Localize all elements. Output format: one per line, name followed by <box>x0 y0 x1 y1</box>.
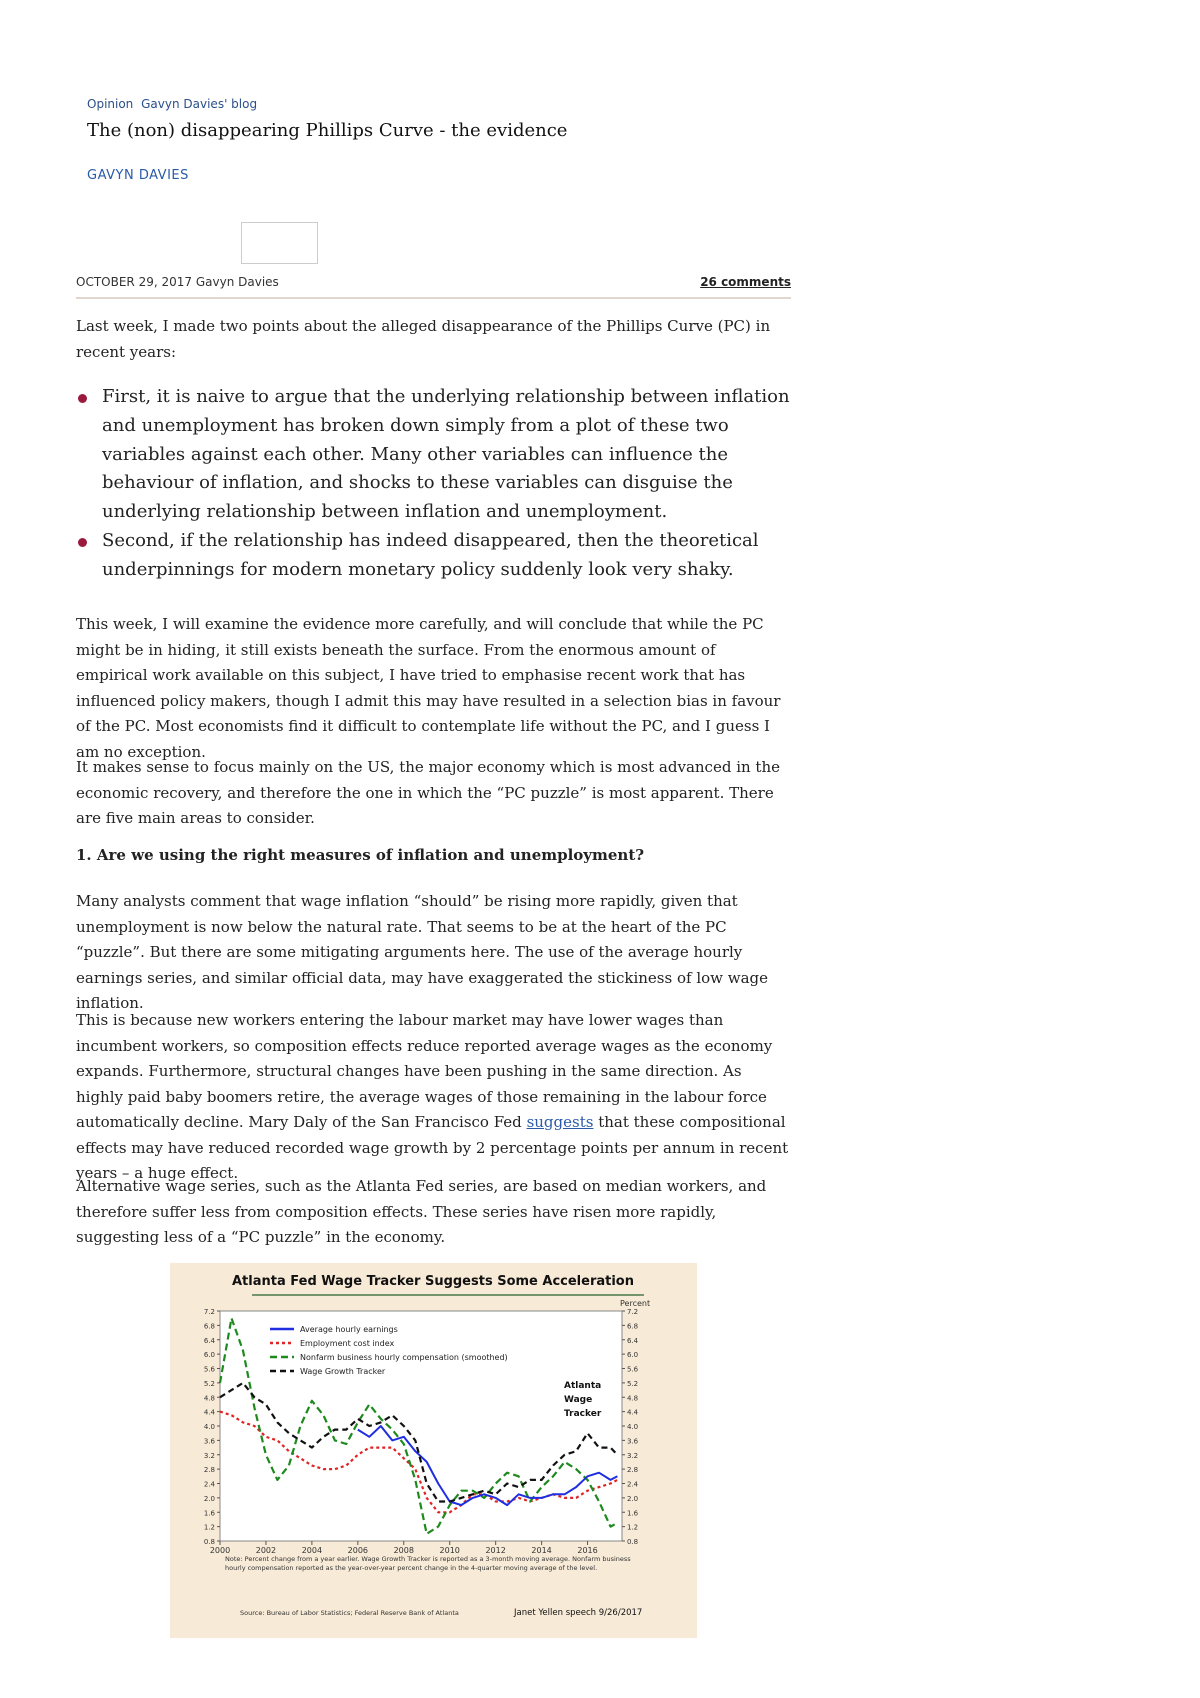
x-tick-label: 2008 <box>393 1546 414 1555</box>
y-tick-label: 3.2 <box>203 1451 215 1460</box>
paragraph-text: It makes sense to focus mainly on the US, the major economy which is most advanced in the economic recovery, and therefore the one in which the “PC puzzle” is most apparent. There are five main areas to consider. <box>76 758 780 827</box>
y-tick-label-right: 1.2 <box>627 1523 639 1532</box>
y-tick-label-right: 1.6 <box>627 1509 639 1518</box>
y-tick-label: 1.2 <box>203 1523 215 1532</box>
y-tick-label: 2.0 <box>203 1494 215 1503</box>
legend-label: Nonfarm business hourly compensation (smoothed) <box>300 1353 508 1362</box>
x-tick-label: 2006 <box>347 1546 369 1555</box>
y-tick-label-right: 3.2 <box>627 1451 639 1460</box>
article-date: OCTOBER 29, 2017 <box>76 275 193 289</box>
y-tick-label-right: 6.8 <box>627 1322 639 1331</box>
chart-note-wrapper <box>225 1555 645 1605</box>
article-author: Gavyn Davies <box>195 275 279 289</box>
section-link[interactable]: Opinion <box>87 97 134 111</box>
paragraph-2 <box>76 755 791 832</box>
suggests-link[interactable]: suggests <box>526 1113 594 1131</box>
article-kicker <box>87 97 257 111</box>
x-tick-label: 2010 <box>439 1546 460 1555</box>
y-tick-label: 7.2 <box>203 1308 215 1316</box>
paragraph-5 <box>76 1174 791 1251</box>
text-span: This is because new workers entering the labour market may have lower wages than incumbent workers, so composition effects reduce reported average wages as the economy expands. Furthermore, structural changes have been pushing in the same direction. As highly paid baby boomers retire, the average wages of those remaining in the labour force automatically decline. Mary Daly of the San Francisco Fed <box>76 1011 773 1131</box>
y-tick-label-right: 2.8 <box>627 1466 639 1475</box>
legend-label: Average hourly earnings <box>300 1325 398 1334</box>
wage-tracker-chart <box>170 1263 697 1638</box>
y-tick-label-right: 4.8 <box>627 1394 639 1403</box>
y-tick-label: 1.6 <box>203 1509 215 1518</box>
x-tick-label: 2000 <box>209 1546 231 1555</box>
y-tick-label: 4.0 <box>203 1423 215 1431</box>
y-tick-label-right: 0.8 <box>627 1538 639 1546</box>
legend-label: Wage Growth Tracker <box>300 1367 386 1376</box>
y-tick-label: 6.0 <box>203 1351 215 1360</box>
y-tick-label-right: 5.6 <box>627 1365 639 1374</box>
y-tick-label-right: 5.2 <box>627 1379 639 1388</box>
bullet-item: First, it is naive to argue that the underlying relationship between inflation and unemployment has broken down simply from a plot of these two variables against each other. Many other variables can influence the behaviour of inflation, and shocks to these variables can disguise the underlying relationship between inflation and unemployment. <box>76 383 801 527</box>
paragraph-4 <box>76 1008 791 1187</box>
chart-annotation: Atlanta Wage Tracker <box>564 1381 602 1419</box>
paragraph-text: This week, I will examine the evidence more carefully, and will conclude that while the PC might be in hiding, it still exists beneath the surface. From the enormous amount of empirical work available on this subject, I have tried to emphasise recent work that has influenced policy makers, though I admit this may have resulted in a selection bias in favour of the PC. Most economists find it difficult to contemplate life without the PC, and I guess I am no exception. <box>76 615 781 761</box>
x-tick-label: 2004 <box>301 1546 323 1555</box>
y-ticks-left <box>204 1308 220 1546</box>
paragraph-3 <box>76 889 791 1017</box>
y-axis-unit: Percent <box>620 1299 651 1308</box>
y-tick-label: 5.2 <box>203 1379 215 1388</box>
y-tick-label: 6.8 <box>203 1322 215 1331</box>
y-tick-label-right: 4.4 <box>627 1408 639 1417</box>
paragraph-text: Last week, I made two points about the alleged disappearance of the Phillips Curve (PC) in recent years: <box>76 317 771 361</box>
y-tick-label: 6.4 <box>203 1336 215 1345</box>
text-span: that these compositional effects may have reduced recorded wage growth by 2 percentage points per annum in recent years – a huge effect. <box>76 1113 789 1182</box>
x-tick-label: 2012 <box>485 1546 506 1555</box>
y-tick-label-right: 6.4 <box>627 1336 639 1345</box>
chart-svg <box>170 1263 697 1638</box>
y-tick-label: 4.8 <box>203 1394 215 1403</box>
y-tick-label-right: 2.4 <box>627 1480 639 1489</box>
paragraph-text: Many analysts comment that wage inflation “should” be rising more rapidly, given that unemployment is now below the natural rate. That seems to be at the heart of the PC “puzzle”. But there are some mitigating arguments here. The use of the average hourly earnings series, and similar official data, may have exaggerated the stickiness of low wage inflation. <box>76 892 769 1012</box>
paragraph-1 <box>76 612 791 765</box>
y-tick-label: 2.8 <box>203 1466 215 1475</box>
blog-link[interactable]: Gavyn Davies' blog <box>141 97 258 111</box>
y-tick-label-right: 2.0 <box>627 1494 639 1503</box>
y-tick-label-right: 3.6 <box>627 1437 639 1446</box>
y-ticks-right <box>622 1308 639 1546</box>
legend-label: Employment cost index <box>300 1339 395 1348</box>
y-tick-label: 0.8 <box>203 1538 215 1546</box>
x-ticks <box>210 1541 598 1555</box>
ad-placeholder <box>241 222 318 264</box>
article-headline: The (non) disappearing Phillips Curve - the evidence <box>87 120 568 141</box>
y-tick-label-right: 7.2 <box>627 1308 639 1316</box>
author-link[interactable]: GAVYN DAVIES <box>87 168 189 183</box>
intro-paragraph <box>76 314 791 365</box>
paragraph-text <box>76 1008 791 1187</box>
article-meta-bar <box>76 275 791 299</box>
y-tick-label: 5.6 <box>203 1365 215 1374</box>
chart-title: Atlanta Fed Wage Tracker Suggests Some Acceleration <box>232 1274 634 1289</box>
x-tick-label: 2002 <box>255 1546 277 1555</box>
chart-source: Source: Bureau of Labor Statistics; Federal Reserve Bank of Atlanta <box>240 1609 459 1617</box>
comments-link[interactable]: 26 comments <box>700 275 791 289</box>
y-tick-label: 4.4 <box>203 1408 215 1417</box>
y-tick-label-right: 4.0 <box>627 1423 639 1431</box>
x-tick-label: 2016 <box>577 1546 598 1555</box>
y-tick-label: 2.4 <box>203 1480 215 1489</box>
chart-credit: Janet Yellen speech 9/26/2017 <box>514 1608 643 1618</box>
x-tick-label: 2014 <box>531 1546 552 1555</box>
bullet-list <box>76 383 801 585</box>
section-subheading: 1. Are we using the right measures of inflation and unemployment? <box>76 846 645 864</box>
bullet-item: Second, if the relationship has indeed disappeared, then the theoretical underpinnings for modern monetary policy suddenly look very shaky. <box>76 527 801 585</box>
y-tick-label: 3.6 <box>203 1437 215 1446</box>
chart-note: Note: Percent change from a year earlier. Wage Growth Tracker is reported as a 3-month moving average. Nonfarm business hourly compensation reported as the year-over-year percent change in the 4-quarter moving average of the level. <box>225 1555 631 1572</box>
paragraph-text: Alternative wage series, such as the Atlanta Fed series, are based on median workers, and therefore suffer less from composition effects. These series have risen more rapidly, suggesting less of a “PC puzzle” in the economy. <box>76 1177 767 1246</box>
y-tick-label-right: 6.0 <box>627 1351 639 1360</box>
